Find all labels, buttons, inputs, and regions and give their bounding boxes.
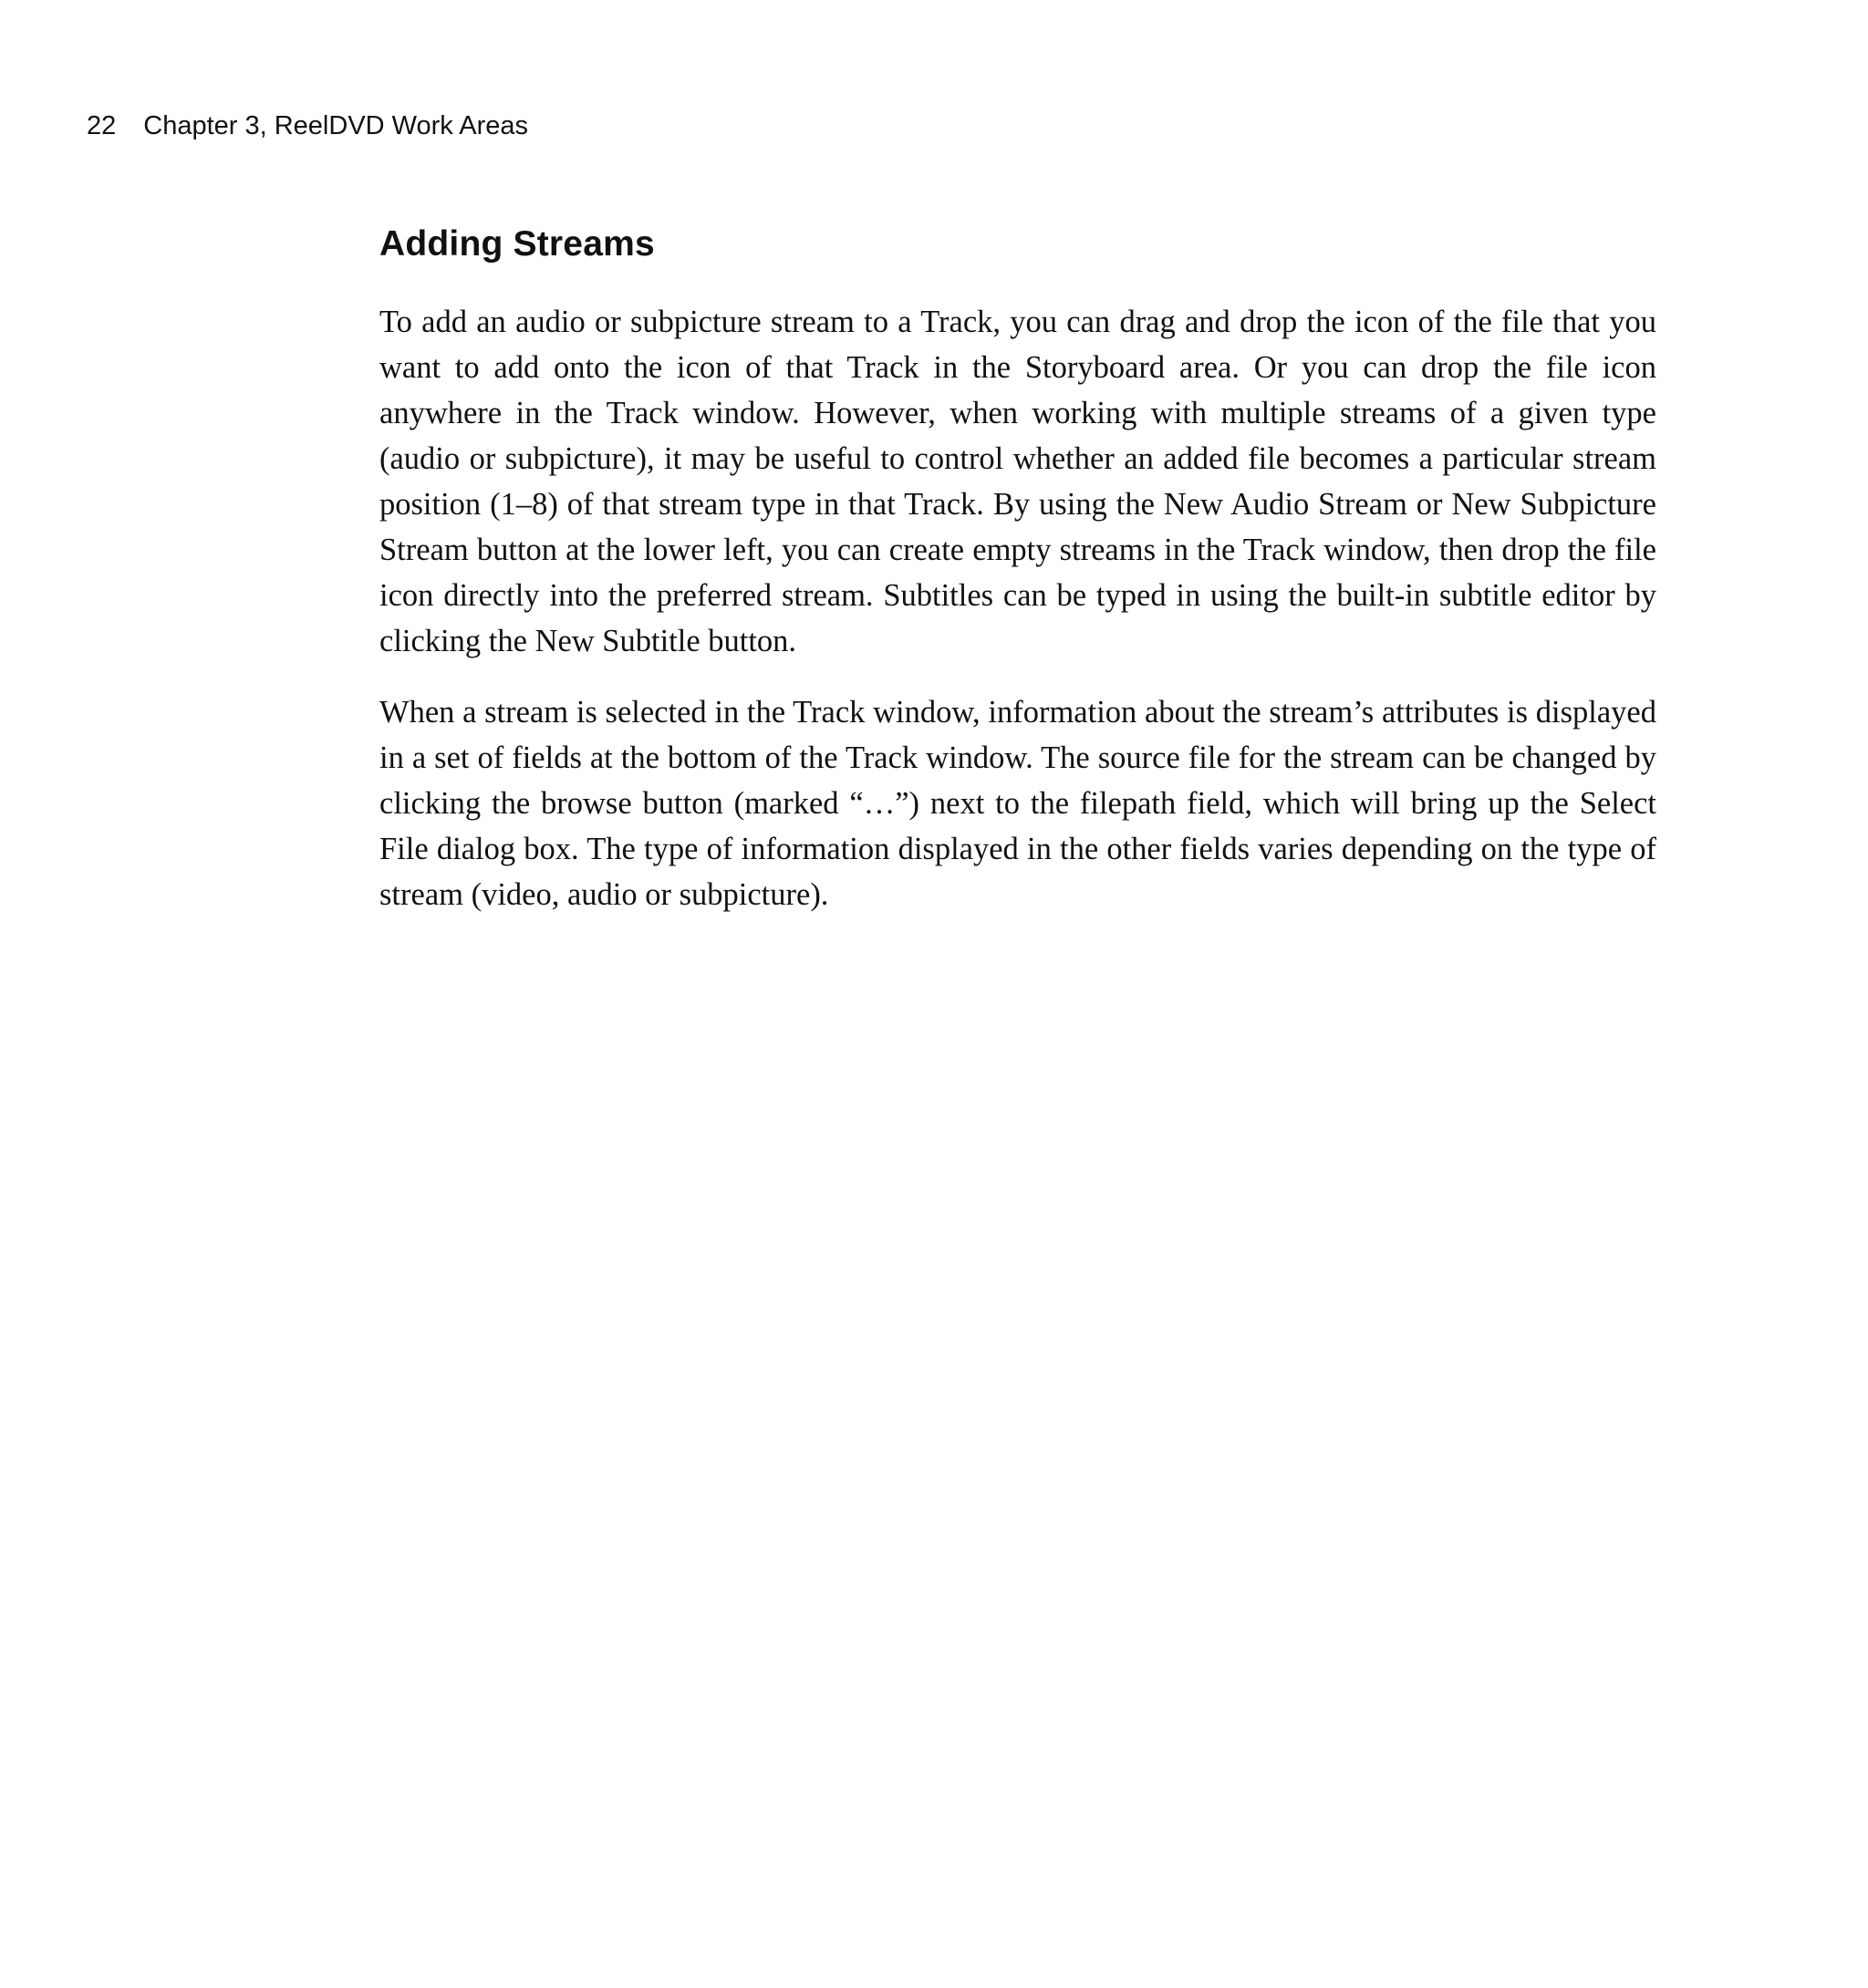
chapter-title: Chapter 3, ReelDVD Work Areas [143, 111, 529, 140]
page-number: 22 [87, 111, 117, 140]
body-paragraph-1: To add an audio or subpicture stream to a Track, you can drag and drop the icon of the file that you want to add onto the icon of that Track in the Storyboard area. Or you can drop the file icon anywhere in the Track window. However, when working with multiple streams of a given type (audio or subpicture), it may be useful to control whether an added file becomes a particular stream position (1–8) of that stream type in that Track. By using the New Audio Stream or New Subpicture Stream button at the lower left, you can create empty streams in the Track window, then drop the file icon directly into the preferred stream. Subtitles can be typed in using the built-in subtitle editor by clicking the New Subtitle button. [379, 305, 1656, 658]
main-content [379, 217, 1656, 943]
body-paragraph-2: When a stream is selected in the Track window, information about the stream’s attributes is displayed in a set of fields at the bottom of the Track window. The source file for the stream can be changed by clicking the browse button (marked “…”) next to the filepath field, which will bring up the Select File dialog box. The type of information displayed in the other fields varies depending on the type of stream (video, audio or subpicture). [379, 695, 1656, 912]
running-header [87, 109, 528, 142]
section-heading: Adding Streams [379, 224, 655, 264]
